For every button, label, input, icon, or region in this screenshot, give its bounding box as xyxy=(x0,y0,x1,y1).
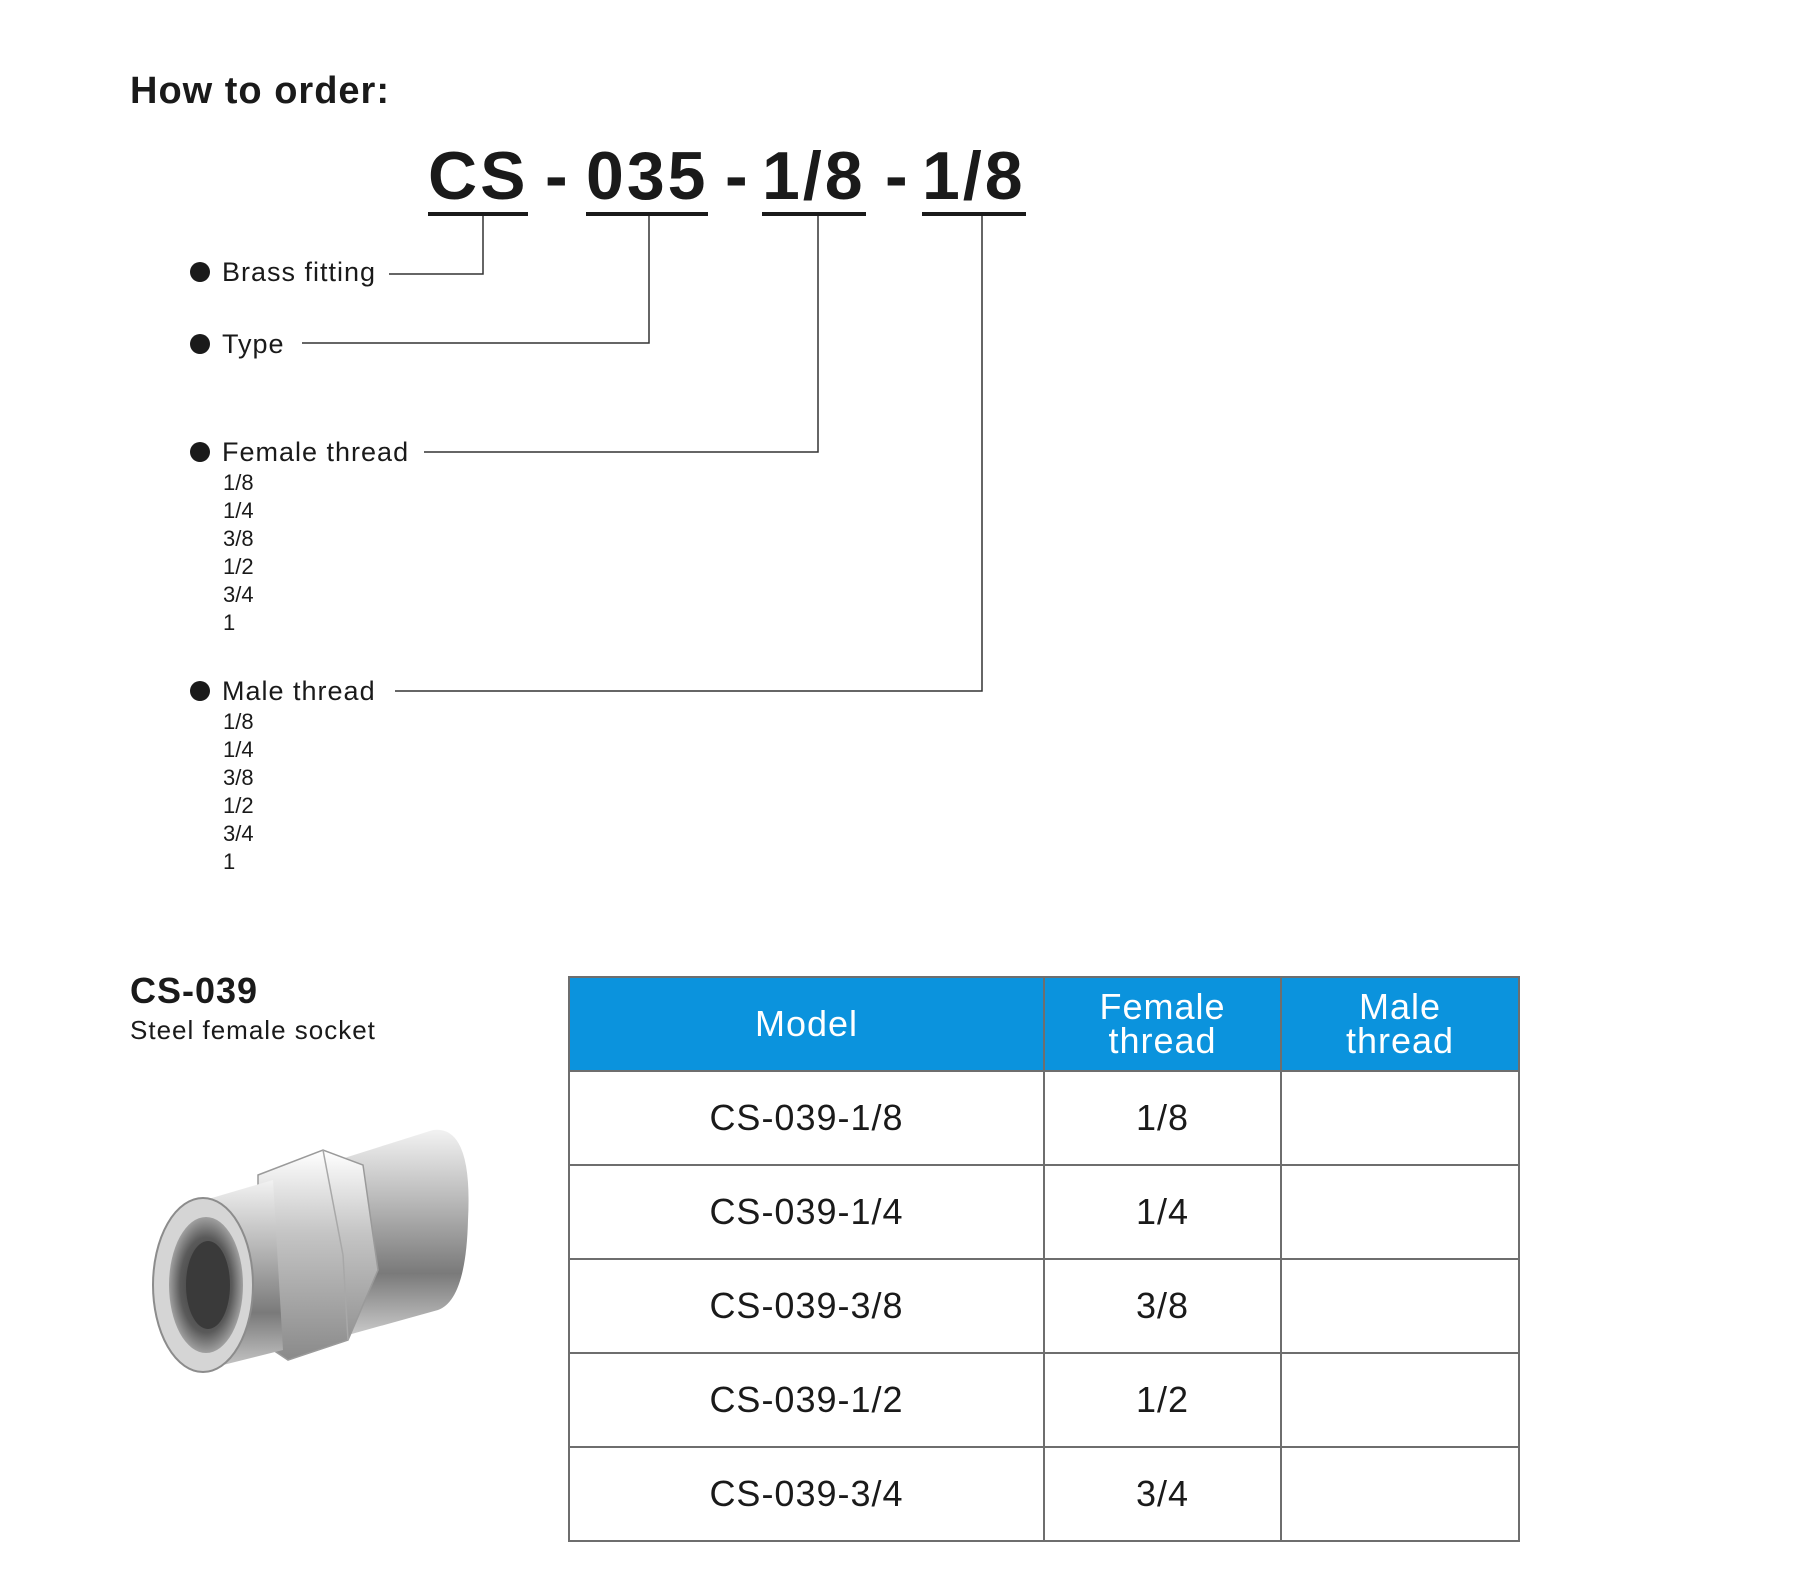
male-thread-value: 1/8 xyxy=(223,709,254,734)
cell-female-thread: 1/4 xyxy=(1044,1165,1281,1259)
bullet-icon xyxy=(190,334,210,354)
male-thread-values xyxy=(223,708,254,876)
leader-line-brass xyxy=(389,216,483,274)
header-female-thread: Female thread xyxy=(1044,977,1281,1071)
cell-male-thread xyxy=(1281,1071,1519,1165)
cell-male-thread xyxy=(1281,1165,1519,1259)
code-female-thread: 1/8 xyxy=(762,138,866,214)
cell-male-thread xyxy=(1281,1259,1519,1353)
spec-table xyxy=(568,976,1520,1542)
cell-model: CS-039-3/8 xyxy=(569,1259,1044,1353)
male-thread-value: 1/2 xyxy=(223,793,254,818)
cell-female-thread: 3/8 xyxy=(1044,1259,1281,1353)
leader-line-male xyxy=(395,216,982,691)
male-thread-value: 3/8 xyxy=(223,765,254,790)
bullet-icon xyxy=(190,262,210,282)
cell-model: CS-039-1/4 xyxy=(569,1165,1044,1259)
cell-model: CS-039-3/4 xyxy=(569,1447,1044,1541)
legend-brass-fitting: Brass fitting xyxy=(222,257,377,287)
page-heading: How to order: xyxy=(130,70,390,112)
female-thread-values xyxy=(223,469,254,637)
header-model: Model xyxy=(569,977,1044,1071)
code-separator: - xyxy=(885,138,908,214)
table-row xyxy=(569,1447,1519,1541)
cell-female-thread: 1/2 xyxy=(1044,1353,1281,1447)
legend-type: Type xyxy=(222,329,285,359)
legend-female-thread: Female thread xyxy=(222,437,410,467)
bullet-icon xyxy=(190,442,210,462)
female-thread-value: 1/8 xyxy=(223,470,254,495)
table-row xyxy=(569,1071,1519,1165)
male-thread-value: 3/4 xyxy=(223,821,254,846)
code-male-thread: 1/8 xyxy=(922,138,1026,214)
cell-model: CS-039-1/8 xyxy=(569,1071,1044,1165)
female-thread-value: 3/8 xyxy=(223,526,254,551)
cell-male-thread xyxy=(1281,1447,1519,1541)
table-row xyxy=(569,1353,1519,1447)
cell-female-thread: 3/4 xyxy=(1044,1447,1281,1541)
header-male-thread: Male thread xyxy=(1281,977,1519,1071)
table-row xyxy=(569,1259,1519,1353)
female-thread-value: 3/4 xyxy=(223,582,254,607)
female-thread-value: 1/4 xyxy=(223,498,254,523)
female-thread-value: 1 xyxy=(223,610,236,635)
code-type: 035 xyxy=(586,138,709,214)
table-header-row xyxy=(569,977,1519,1071)
code-series: CS xyxy=(428,138,529,214)
brass-socket-icon xyxy=(148,1120,478,1380)
leader-line-female xyxy=(424,216,818,452)
product-title: CS-039 xyxy=(130,970,259,1011)
table-row xyxy=(569,1165,1519,1259)
code-separator: - xyxy=(545,138,568,214)
code-separator: - xyxy=(725,138,748,214)
female-thread-value: 1/2 xyxy=(223,554,254,579)
male-thread-value: 1/4 xyxy=(223,737,254,762)
cell-male-thread xyxy=(1281,1353,1519,1447)
cell-model: CS-039-1/2 xyxy=(569,1353,1044,1447)
cell-female-thread: 1/8 xyxy=(1044,1071,1281,1165)
product-subtitle: Steel female socket xyxy=(130,1015,376,1045)
bullet-icon xyxy=(190,681,210,701)
legend-male-thread: Male thread xyxy=(222,676,376,706)
male-thread-value: 1 xyxy=(223,849,236,874)
